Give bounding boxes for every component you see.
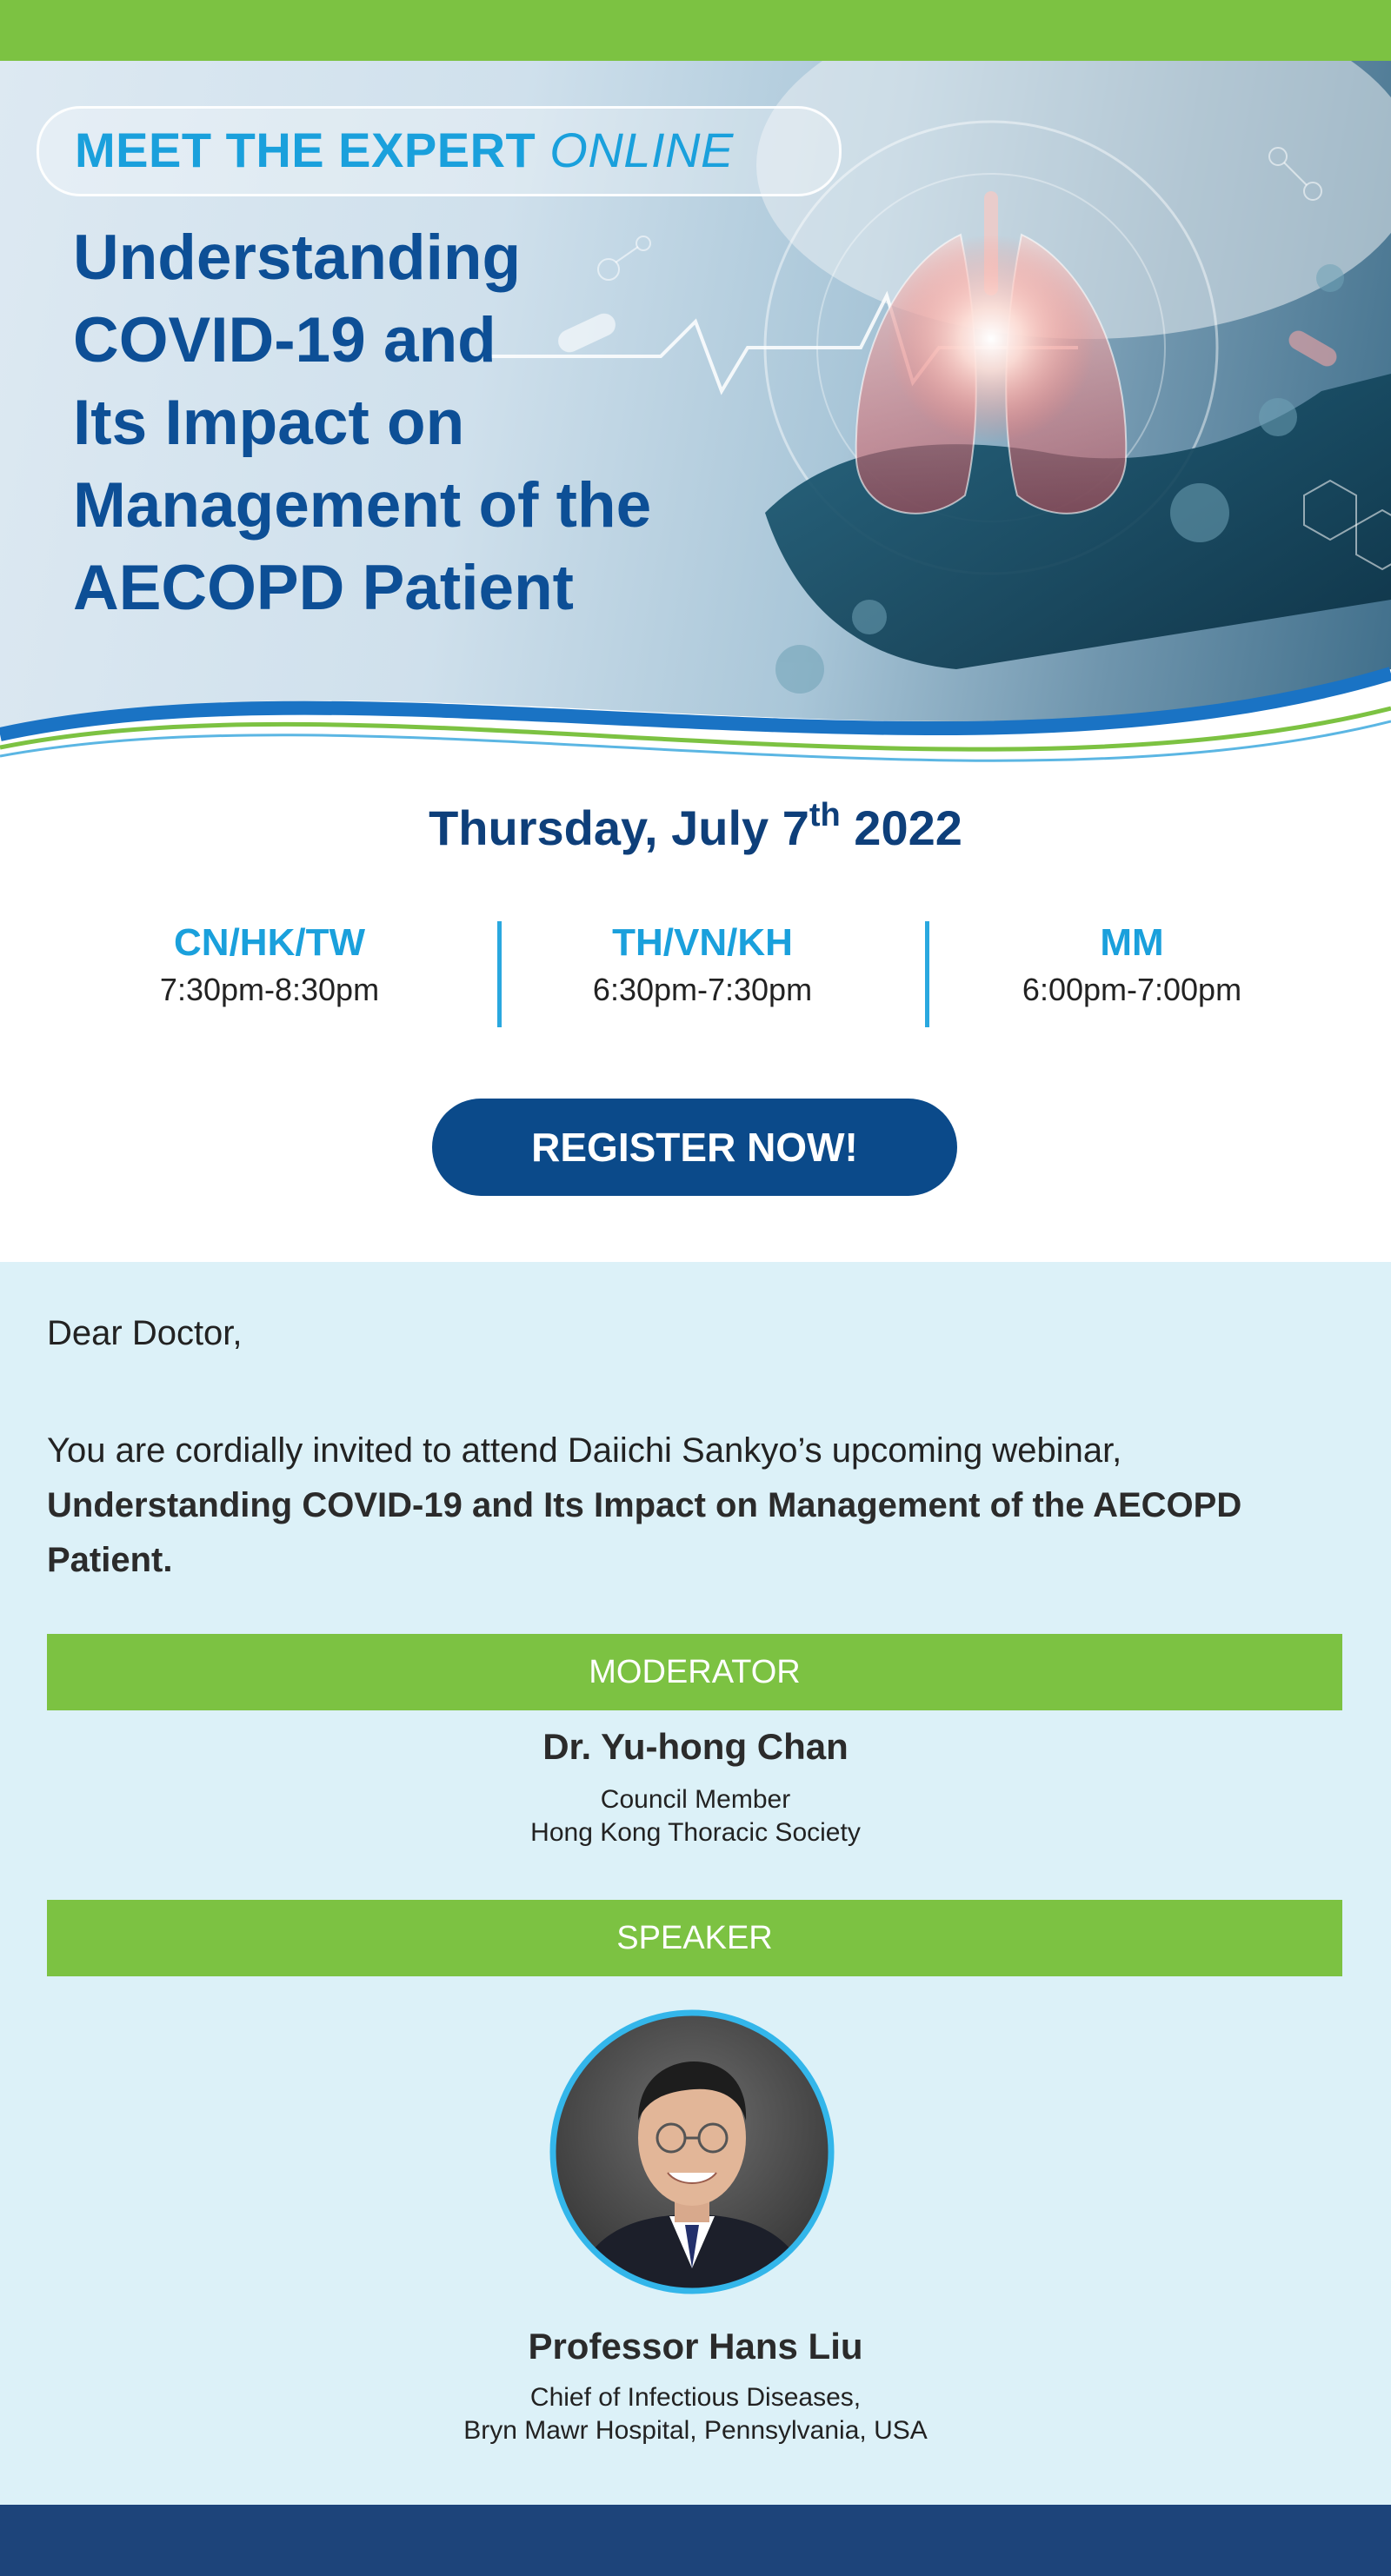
moderator-band: MODERATOR <box>47 1634 1342 1710</box>
speaker-avatar <box>548 2008 836 2296</box>
footer-bar <box>0 2505 1391 2576</box>
timezone-region: MM <box>1100 921 1164 964</box>
hero-banner <box>0 61 1391 765</box>
timezone-time: 6:00pm-7:00pm <box>1022 972 1242 1007</box>
register-now-button[interactable]: REGISTER NOW! <box>432 1099 957 1196</box>
moderator-title: Council Member <box>600 1785 791 1814</box>
invitation-webinar-title: Understanding COVID-19 and Its Impact on Management of the AECOPD Patient. <box>47 1485 1242 1579</box>
greeting: Dear Doctor, <box>47 1314 243 1352</box>
speaker-affiliation: Bryn Mawr Hospital, Pennsylvania, USA <box>463 2416 928 2445</box>
timezone-th-vn-kh <box>494 921 911 1008</box>
webinar-title-line-5: AECOPD Patient <box>73 553 574 623</box>
top-accent-bar <box>0 0 1391 61</box>
meet-expert-label: MEET THE EXPERT ONLINE <box>75 123 734 177</box>
webinar-title-line-4: Management of the <box>73 470 652 541</box>
invitation-lead: You are cordially invited to attend Daiichi Sankyo’s upcoming webinar, <box>47 1431 1122 1470</box>
timezone-region: TH/VN/KH <box>612 921 793 964</box>
speaker-title: Chief of Infectious Diseases, <box>529 2383 862 2412</box>
moderator-info <box>0 1726 1391 1849</box>
speaker-info <box>0 2326 1391 2447</box>
webinar-title-line-1: Understanding <box>73 222 522 293</box>
event-date: Thursday, July 7th 2022 <box>429 797 962 855</box>
timezone-region: CN/HK/TW <box>174 921 365 964</box>
invitation-text <box>47 1424 1334 1587</box>
timezone-cn-hk-tw <box>61 921 478 1008</box>
timezone-mm <box>923 921 1341 1008</box>
speaker-name: Professor Hans Liu <box>528 2326 863 2367</box>
timezone-time: 6:30pm-7:30pm <box>592 972 813 1007</box>
timezone-time: 7:30pm-8:30pm <box>159 972 380 1007</box>
moderator-name: Dr. Yu-hong Chan <box>542 1726 849 1767</box>
webinar-title-line-3: Its Impact on <box>73 388 465 458</box>
moderator-affiliation: Hong Kong Thoracic Society <box>530 1818 861 1847</box>
speaker-band: SPEAKER <box>47 1900 1342 1976</box>
webinar-title-line-2: COVID-19 and <box>73 305 496 375</box>
